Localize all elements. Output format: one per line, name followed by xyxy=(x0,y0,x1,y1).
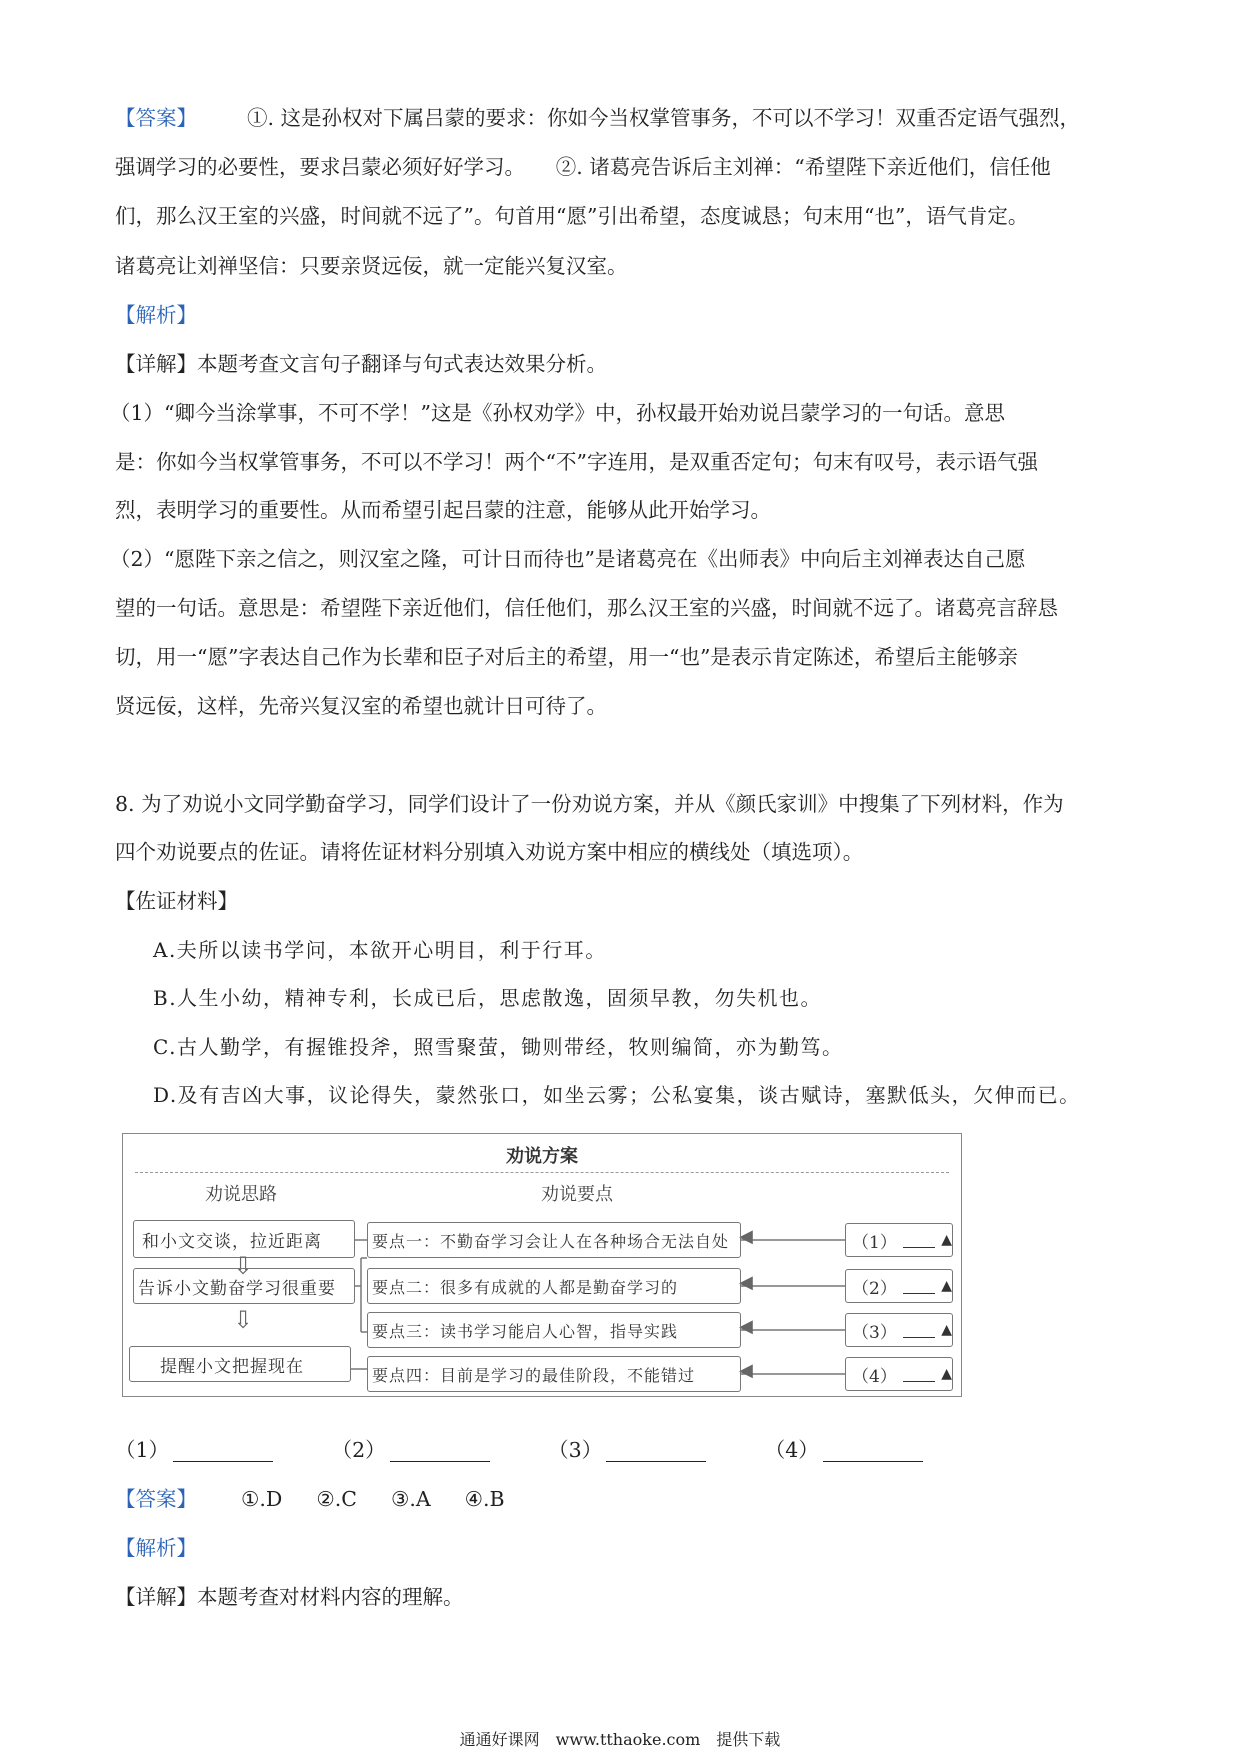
left-heading: 劝说思路 xyxy=(205,1184,277,1205)
step-3: 提醒小文把握现在 xyxy=(129,1346,351,1382)
answer-3: ③.A xyxy=(390,1487,431,1511)
blank-label-2: （2） xyxy=(331,1438,386,1462)
diagram-title: 劝说方案 xyxy=(506,1146,578,1167)
answer-slot-1 xyxy=(845,1223,953,1257)
materials-heading: 【佐证材料】 xyxy=(115,889,238,913)
triangle-icon: ▲ xyxy=(941,1278,952,1294)
q7-answer-line-4: 诸葛亮让刘禅坚信：只要亲贤远佞，就一定能兴复汉室。 xyxy=(115,254,628,278)
blank-label-4: （4） xyxy=(764,1438,819,1462)
material-b: B.人生小幼，精神专利，长成已后，思虑散逸，固须早教，勿失机也。 xyxy=(153,986,823,1010)
q7-detail-line-1: 【详解】本题考查文言句子翻译与句式表达效果分析。 xyxy=(115,352,607,376)
answer-1: ①.D xyxy=(241,1487,283,1511)
q7-detail-line-4: 烈，表明学习的重要性。从而希望引起吕蒙的注意，能够从此开始学习。 xyxy=(115,498,771,522)
page-footer: 通通好课网 www.tthaoke.com 提供下载 xyxy=(459,1730,781,1749)
triangle-icon: ▲ xyxy=(941,1232,952,1248)
q8-question-line-2: 四个劝说要点的佐证。请将佐证材料分别填入劝说方案中相应的横线处（填选项）。 xyxy=(115,840,864,864)
triangle-icon: ▲ xyxy=(941,1322,952,1338)
q7-answer-line-1 xyxy=(115,106,1080,130)
point-4: 要点四：目前是学习的最佳阶段，不能错过 xyxy=(367,1356,741,1392)
slot-label: （3） xyxy=(852,1322,897,1343)
answer-2: ②.C xyxy=(316,1487,357,1511)
q7-detail-line-2: （1）“卿今当涂掌事，不可不学！”这是《孙权劝学》中，孙权最开始劝说吕蒙学习的一句话。意思 xyxy=(110,401,1006,425)
q7-detail-line-6: 望的一句话。意思是：希望陛下亲近他们，信任他们，那么汉王室的兴盛，时间就不远了。诸葛亮言辞恳 xyxy=(115,596,1058,620)
point-2: 要点二：很多有成就的人都是勤奋学习的 xyxy=(367,1268,741,1304)
q8-detail: 【详解】本题考查对材料内容的理解。 xyxy=(115,1585,464,1609)
slot-blank xyxy=(903,1323,935,1338)
q8-analysis-tag: 【解析】 xyxy=(115,1536,197,1560)
answer-slot-3 xyxy=(845,1313,953,1347)
persuasion-plan-diagram xyxy=(122,1133,962,1397)
q7-answer-line-2: 强调学习的必要性，要求吕蒙必须好好学习。 ②. 诸葛亮告诉后主刘禅：“希望陛下亲近他们，信任他 xyxy=(115,155,1051,179)
triangle-icon: ▲ xyxy=(941,1366,952,1382)
point-3: 要点三：读书学习能启人心智，指导实践 xyxy=(367,1312,741,1348)
slot-blank xyxy=(903,1233,935,1248)
down-arrow-icon: ⇩ xyxy=(233,1306,254,1334)
left-arrow-icon: ◀ xyxy=(739,1316,753,1337)
q8-answer-row xyxy=(115,1487,505,1511)
slot-label: （2） xyxy=(852,1278,897,1299)
blank-label-1: （1） xyxy=(115,1438,170,1462)
q7-detail-line-5: （2）“愿陛下亲之信之，则汉室之隆，可计日而待也”是诸葛亮在《出师表》中向后主刘禅表达自己愿 xyxy=(110,547,1026,571)
step-1: 和小文交谈，拉近距离 xyxy=(133,1220,355,1258)
blank-line-3 xyxy=(606,1443,706,1462)
left-arrow-icon: ◀ xyxy=(739,1272,753,1293)
slot-label: （1） xyxy=(852,1232,897,1253)
blank-line-2 xyxy=(390,1443,490,1462)
q7-detail-line-7: 切，用一“愿”字表达自己作为长辈和臣子对后主的希望，用一“也”是表示肯定陈述，希望后主能够亲 xyxy=(115,645,1018,669)
material-c: C.古人勤学，有握锥投斧，照雪聚萤，锄则带经，牧则编简，亦为勤笃。 xyxy=(153,1035,844,1059)
slot-label: （4） xyxy=(852,1366,897,1387)
blank-label-3: （3） xyxy=(548,1438,603,1462)
answer-slot-2 xyxy=(845,1269,953,1303)
answer-tag: 【答案】 xyxy=(115,1487,197,1511)
blank-line-1 xyxy=(173,1443,273,1462)
material-d: D.及有吉凶大事，议论得失，蒙然张口，如坐云雾；公私宴集，谈古赋诗，塞默低头，欠伸而已。 xyxy=(153,1083,1081,1107)
answer-text: ①. 这是孙权对下属吕蒙的要求：你如今当权掌管事务，不可以不学习！双重否定语气强烈， xyxy=(247,106,1081,130)
q7-answer-line-3: 们，那么汉王室的兴盛，时间就不远了”。句首用“愿”引出希望，态度诚恳；句末用“也”，语气肯定。 xyxy=(115,204,1029,228)
q7-analysis-tag: 【解析】 xyxy=(115,303,197,327)
down-arrow-icon: ⇩ xyxy=(233,1252,254,1280)
left-arrow-icon: ◀ xyxy=(739,1226,753,1247)
answer-slot-4 xyxy=(845,1357,953,1391)
point-1: 要点一：不勤奋学习会让人在各种场合无法自处 xyxy=(367,1222,741,1258)
answer-tag: 【答案】 xyxy=(115,106,197,130)
right-heading: 劝说要点 xyxy=(541,1184,613,1205)
q8-question-line-1: 8. 为了劝说小文同学勤奋学习，同学们设计了一份劝说方案，并从《颜氏家训》中搜集了下列材料，作为 xyxy=(115,792,1064,816)
material-a: A.夫所以读书学问，本欲开心明目，利于行耳。 xyxy=(153,938,607,962)
q7-detail-line-8: 贤远佞，这样，先帝兴复汉室的希望也就计日可待了。 xyxy=(115,694,607,718)
blanks-row xyxy=(115,1438,923,1462)
q7-detail-line-3: 是：你如今当权掌管事务，不可以不学习！两个“不”字连用，是双重否定句；句末有叹号，表示语气强 xyxy=(115,450,1038,474)
left-arrow-icon: ◀ xyxy=(739,1360,753,1381)
blank-line-4 xyxy=(823,1443,923,1462)
answer-4: ④.B xyxy=(464,1487,505,1511)
step-2: 告诉小文勤奋学习很重要 xyxy=(133,1268,355,1304)
slot-blank xyxy=(903,1367,935,1382)
slot-blank xyxy=(903,1279,935,1294)
